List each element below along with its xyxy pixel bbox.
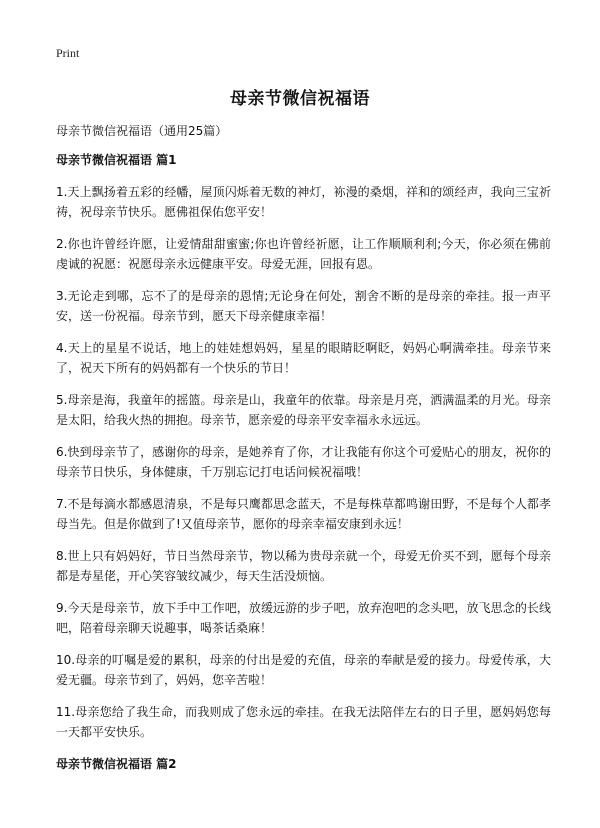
paragraph: 3.无论走到哪，忘不了的是母亲的恩情;无论身在何处，割舍不断的是母亲的牵挂。报一声平安，送一份祝福。母亲节到，愿天下母亲健康幸福！ <box>56 289 551 323</box>
section-heading: 母亲节微信祝福语 篇1 <box>56 153 177 167</box>
paragraph: 2.你也许曾经许愿，让爱情甜甜蜜蜜;你也许曾经祈愿，让工作顺顺利利;今天，你必须在佛前虔诚的祝愿：祝愿母亲永远健康平安。母爱无涯，回报有恩。 <box>56 237 551 271</box>
section-heading: 母亲节微信祝福语 篇2 <box>56 757 177 771</box>
paragraph: 1.天上飘扬着五彩的经幡，屋顶闪烁着无数的神灯，袮漫的桑烟，祥和的颂经声，我向三宝祈祷，祝母亲节快乐。愿佛祖保佑您平安！ <box>56 185 551 219</box>
document-body <box>56 122 551 786</box>
paragraph: 4.天上的星星不说话，地上的娃娃想妈妈，星星的眼睛眨啊眨，妈妈心啊满牵挂。母亲节来了，祝天下所有的妈妈都有一个快乐的节日！ <box>56 341 551 375</box>
print-link[interactable]: Print <box>56 46 80 60</box>
paragraph: 11.母亲您给了我生命，而我则成了您永远的牵挂。在我无法陪伴左右的日子里，愿妈妈您每一天都平安快乐。 <box>56 705 551 739</box>
document-subtitle: 母亲节微信祝福语（通用25篇） <box>56 124 228 138</box>
paragraph: 5.母亲是海，我童年的摇篮。母亲是山，我童年的依靠。母亲是月亮，洒满温柔的月光。母亲是太阳，给我火热的拥抱。母亲节，愿亲爱的母亲平安幸福永永远远。 <box>56 393 551 427</box>
paragraph: 6.快到母亲节了，感谢你的母亲，是她养育了你，才让我能有你这个可爱贴心的朋友，祝你的母亲节日快乐，身体健康，千万别忘记打电话问候祝福哦！ <box>56 445 551 479</box>
page-title: 母亲节微信祝福语 <box>230 89 370 109</box>
paragraph: 10.母亲的叮嘱是爱的累积，母亲的付出是爱的充值，母亲的奉献是爱的接力。母爱传承，大爱无疆。母亲节到了，妈妈，您辛苦啦！ <box>56 653 551 687</box>
paragraph: 7.不是每滴水都感恩清泉，不是每只鹰都思念蓝天，不是每株草都鸣谢田野，不是每个人都孝母当先。但是你做到了!又值母亲节，愿你的母亲幸福安康到永远！ <box>56 497 551 531</box>
paragraph: 8.世上只有妈妈好，节日当然母亲节，物以稀为贵母亲就一个，母爱无价买不到，愿每个母亲都是寿星佬，开心笑容皱纹减少，每天生活没烦恼。 <box>56 549 551 583</box>
paragraph: 9.今天是母亲节，放下手中工作吧，放缓远游的步子吧，放弃泡吧的念头吧，放飞思念的长线吧，陪着母亲聊天说趣事，喝茶话桑麻！ <box>56 601 551 635</box>
